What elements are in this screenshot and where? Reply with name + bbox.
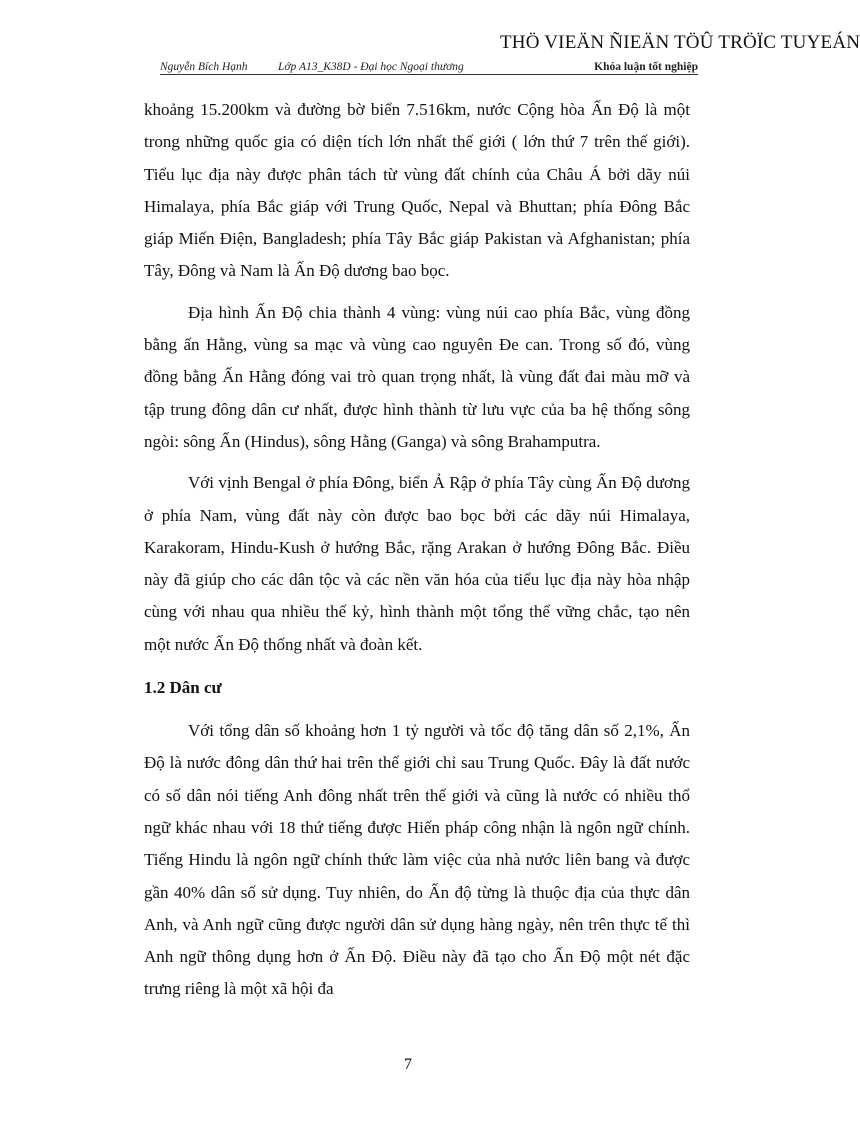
page-number: 7 — [404, 1056, 412, 1073]
header-divider — [160, 74, 698, 75]
paragraph-terrain: Địa hình Ấn Độ chia thành 4 vùng: vùng núi cao phía Bắc, vùng đồng bằng ấn Hằng, vùng sa mạc và vùng cao nguyên Đe can. Trong số đó, vùng đồng bằng Ấn Hằng đóng vai trò quan trọng nhất, là vùng đất đai màu mỡ và tập trung đông dân cư nhất, được hình thành từ lưu vực của ba hệ thống sông ngòi: sông Ấn (Hindus), sông Hằng (Ganga) và sông Brahamputra. — [144, 302, 690, 451]
paragraph-geography-continued: khoảng 15.200km và đường bờ biển 7.516km, nước Cộng hòa Ấn Độ là một trong những quốc gia có diện tích lớn nhất thế giới ( lớn thứ 7 trên thế giới). Tiểu lục địa này được phân tách từ vùng đất chính của Châu Á bởi dãy núi Himalaya, phía Bắc giáp với Trung Quốc, Nepal và Bhuttan; phía Đông Bắc giáp Miến Điện, Bangladesh; phía Tây Bắc giáp Pakistan và Afghanistan; phía Tây, Đông và Nam là Ấn Độ dương bao bọc. — [144, 100, 690, 281]
watermark-text: THÖ VIEÄN ÑIEÄN TÖÛ TRÖÏC TUYEÁN — [500, 32, 860, 53]
paragraph-population: Với tổng dân số khoảng hơn 1 tỷ người và tốc độ tăng dân số 2,1%, Ấn Độ là nước đông dân thứ hai trên thế giới chỉ sau Trung Quốc. Đây là đất nước có số dân nói tiếng Anh đông nhất trên thế giới và cũng là nước có nhiều thổ ngữ khác nhau với 18 thứ tiếng được Hiến pháp công nhận là ngôn ngữ chính. Tiếng Hindu là ngôn ngữ chính thức làm việc của nhà nước liên bang và được gần 40% dân số sử dụng. Tuy nhiên, do Ấn độ từng là thuộc địa của thực dân Anh, và Anh ngữ cũng được người dân sử dụng hàng ngày, nên trên thực tế thì Anh ngữ thông dụng hơn ở Ấn Độ. Điều này đã tạo cho Ấn Độ một nét đặc trưng riêng là một xã hội đa — [144, 721, 690, 999]
header-thesis-title: Khóa luận tốt nghiệp — [594, 61, 698, 73]
body-content — [144, 94, 690, 1006]
header-class: Lớp A13_K38D - Đại học Ngoại thương — [278, 61, 464, 73]
paragraph-borders: Với vịnh Bengal ở phía Đông, biển Ả Rập ở phía Tây cùng Ấn Độ dương ở phía Nam, vùng đất này còn được bao bọc bởi các dãy núi Himalaya, Karakoram, Hindu-Kush ở hướng Bắc, rặng Arakan ở hướng Đông Bắc. Điều này đã giúp cho các dân tộc và các nền văn hóa của tiểu lục địa này hòa nhập cùng với nhau qua nhiều thế kỷ, hình thành một tổng thể vững chắc, tạo nên một nước Ấn Độ thống nhất và đoàn kết. — [144, 473, 690, 654]
header-author: Nguyễn Bích Hạnh — [160, 61, 248, 73]
section-heading-population: 1.2 Dân cư — [144, 678, 222, 698]
